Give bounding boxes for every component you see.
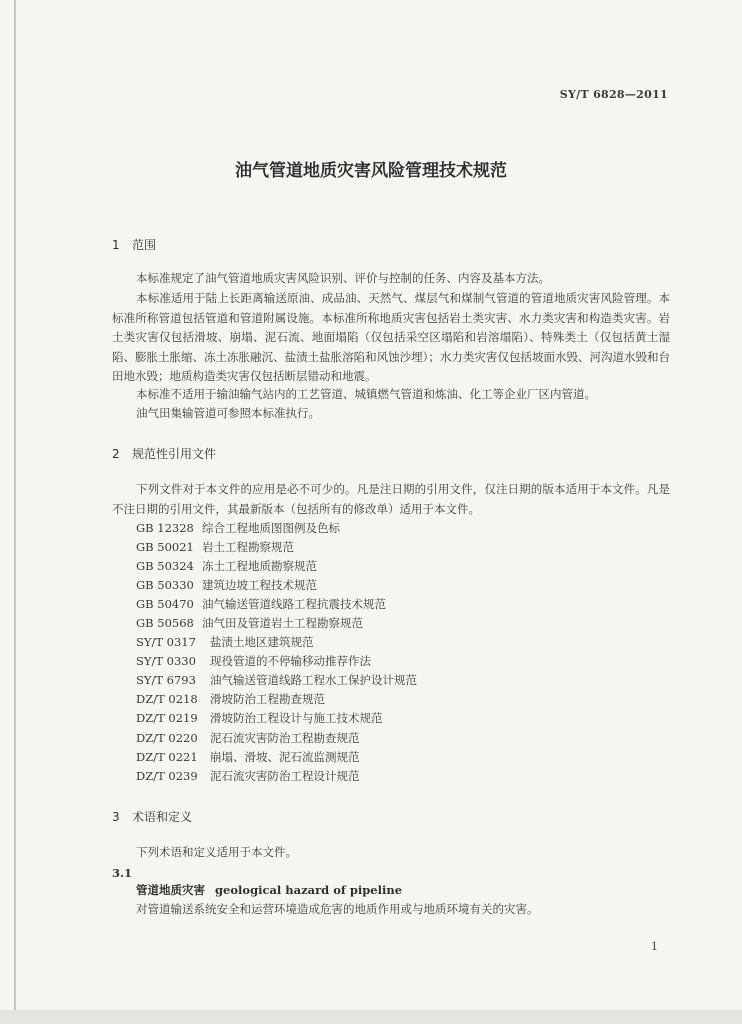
list-item: DZ/T 0221 崩塌、滑坡、泥石流监测规范 (136, 749, 360, 764)
paragraph: 本标准规定了油气管道地质灾害风险识别、评价与控制的任务、内容及基本方法。 (136, 271, 550, 285)
section-title: 范围 (132, 238, 157, 252)
list-item: DZ/T 0218 滑坡防治工程勘查规范 (136, 692, 325, 707)
list-item: DZ/T 0239 泥石流灾害防治工程设计规范 (136, 768, 360, 783)
section-1-heading (112, 236, 156, 253)
list-item: GB 12328 综合工程地质图图例及色标 (136, 521, 340, 535)
paragraph: 本标准不适用于输油输气站内的工艺管道、城镇燃气管道和炼油、化工等企业厂区内管道。 (136, 387, 596, 401)
section-2-heading (112, 445, 216, 462)
list-item: GB 50470 油气输送管道线路工程抗震技术规范 (136, 597, 386, 612)
list-item: GB 50021 岩土工程勘察规范 (136, 540, 294, 555)
list-item: SY/T 0317 盐渍土地区建筑规范 (136, 635, 314, 650)
list-item: DZ/T 0220 泥石流灾害防治工程勘查规范 (136, 730, 360, 745)
list-item: GB 50324 冻土工程地质勘察规范 (136, 559, 317, 574)
section-title: 规范性引用文件 (132, 447, 217, 461)
list-item: GB 50330 建筑边坡工程技术规范 (136, 578, 317, 593)
list-item: SY/T 6793 油气输送管道线路工程水工保护设计规范 (136, 673, 417, 688)
paragraph: 本标准适用于陆上长距离输送原油、成品油、天然气、煤层气和煤制气管道的管道地质灾害风险管理。本标准所称管道包括管道和管道附属设施。本标准所称地质灾害包括岩土类灾害、水力类灾害和构造类灾害。岩土类灾害仅包括滑坡、崩塌、泥石流、地面塌陷（仅包括采空区塌陷和岩溶塌陷）、特殊类土（仅包括黄土湿陷、膨胀土胀缩、冻土冻胀融沉、盐渍土盐胀溶陷和风蚀沙埋）；水力类灾害仅包括坡面水毁、河沟道水毁和台田地水毁；地质构造类灾害仅包括断层错动和地震。 (112, 291, 670, 383)
paragraph: 油气田集输管道可参照本标准执行。 (136, 406, 320, 420)
page-number: 1 (651, 940, 658, 953)
section-number: 1 (112, 238, 120, 252)
reference-list (136, 519, 417, 786)
list-item: DZ/T 0219 滑坡防治工程设计与施工技术规范 (136, 711, 383, 726)
term-zh: 管道地质灾害 (136, 883, 205, 897)
section-number: 2 (112, 447, 120, 461)
standard-code: SY/T 6828—2011 (559, 88, 668, 101)
term-en: geological hazard of pipeline (215, 883, 403, 897)
list-item: SY/T 0330 现役管道的不停输移动推荐作法 (136, 654, 371, 669)
paragraph: 下列术语和定义适用于本文件。 (136, 845, 297, 859)
term-heading (136, 882, 402, 898)
term-number: 3.1 (112, 866, 133, 880)
term-definition: 对管道输送系统安全和运营环境造成危害的地质作用或与地质环境有关的灾害。 (136, 902, 539, 916)
section-3-heading (112, 808, 192, 825)
paragraph: 下列文件对于本文件的应用是必不可少的。凡是注日期的引用文件，仅注日期的版本适用于本文件。凡是不注日期的引用文件，其最新版本（包括所有的修改单）适用于本文件。 (112, 482, 670, 516)
document-title: 油气管道地质灾害风险管理技术规范 (235, 161, 507, 181)
list-item: GB 50568 油气田及管道岩土工程勘察规范 (136, 616, 363, 631)
page-edge (14, 0, 16, 1024)
scan-edge (0, 1010, 742, 1024)
section-title: 术语和定义 (132, 810, 193, 824)
section-number: 3 (112, 810, 120, 824)
